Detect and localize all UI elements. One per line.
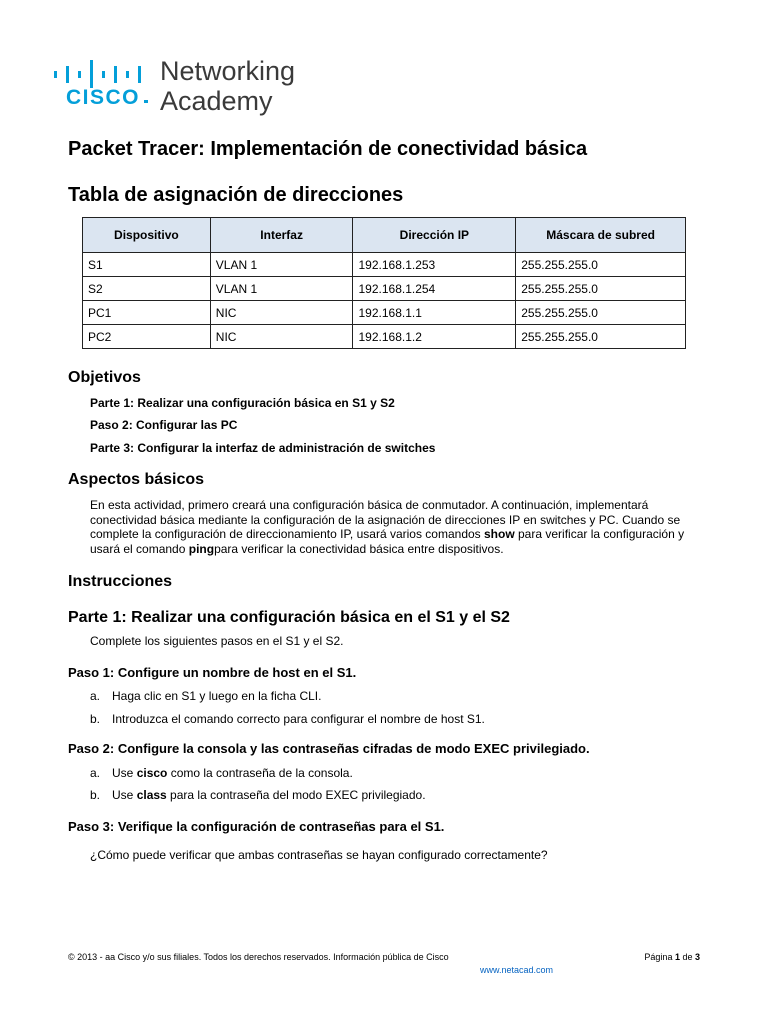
step3-question: ¿Cómo puede verificar que ambas contraseñas se hayan configurado correctamente? [90, 848, 548, 862]
background-text: para verificar la conectividad básica entre dispositivos. [214, 541, 504, 556]
cell-device: PC1 [83, 301, 211, 325]
page-current: 1 [674, 952, 680, 962]
table-row [83, 325, 686, 349]
table-header-row [83, 218, 686, 253]
objectives-heading: Objetivos [68, 369, 141, 386]
objective-item: Parte 3: Configurar la interfaz de administración de switches [90, 441, 436, 455]
col-header-mask: Máscara de subred [516, 218, 686, 253]
instructions-heading: Instrucciones [68, 573, 173, 590]
cell-ip: 192.168.1.254 [353, 277, 516, 301]
brand-networking: Networking [160, 56, 296, 86]
list-text-part: Use [112, 788, 137, 802]
cisco-wordmark: CISCO [66, 86, 141, 109]
page-total: 3 [694, 952, 700, 962]
brand-academy: Academy [160, 86, 273, 116]
table-row [83, 301, 686, 325]
cell-mask: 255.255.255.0 [516, 253, 686, 277]
list-text: Haga clic en S1 y luego en la ficha CLI. [112, 689, 322, 703]
cell-interface: VLAN 1 [210, 253, 353, 277]
cell-interface: NIC [210, 301, 353, 325]
cell-mask: 255.255.255.0 [516, 301, 686, 325]
cell-device: S1 [83, 253, 211, 277]
list-text-part: como la contraseña de la consola. [167, 766, 353, 780]
cell-interface: VLAN 1 [210, 277, 353, 301]
cell-ip: 192.168.1.2 [353, 325, 516, 349]
objective-item: Parte 1: Realizar una configuración básica en S1 y S2 [90, 396, 395, 410]
step1-heading: Paso 1: Configure un nombre de host en el S1. [68, 665, 357, 680]
footer-copyright: © 2013 - aa Cisco y/o sus filiales. Todos los derechos reservados. Información pública de Cisco [68, 952, 449, 962]
part1-heading: Parte 1: Realizar una configuración básica en el S1 y el S2 [68, 609, 510, 626]
cell-mask: 255.255.255.0 [516, 277, 686, 301]
list-text [112, 788, 426, 802]
part1-intro: Complete los siguientes pasos en el S1 y el S2. [90, 634, 344, 648]
page-of: de [679, 952, 695, 962]
command-ping: ping [188, 541, 215, 556]
list-text [112, 766, 353, 780]
logo-dot [144, 100, 148, 103]
table-heading: Tabla de asignación de direcciones [68, 184, 404, 206]
step3-heading: Paso 3: Verifique la configuración de contraseñas para el S1. [68, 819, 445, 834]
list-text: Introduzca el comando correcto para configurar el nombre de host S1. [112, 712, 485, 726]
list-text-part: Use [112, 766, 137, 780]
command-show: show [484, 527, 515, 541]
cisco-bars-icon [52, 60, 150, 88]
cell-interface: NIC [210, 325, 353, 349]
objective-item: Paso 2: Configurar las PC [90, 418, 238, 432]
cell-device: PC2 [83, 325, 211, 349]
background-text: En esta actividad, primero creará una configuración básica de conmutador. A continuación, implementará conectividad básica mediante la configuración de la asignación de direcciones IP en switches y PC. Cuando se complete la configuración de direccionamiento IP, usará varios comandos [90, 498, 681, 541]
col-header-ip: Dirección IP [353, 218, 516, 253]
list-marker: a. [90, 766, 101, 780]
background-paragraph [90, 498, 700, 556]
password-class: class [136, 788, 167, 802]
page-label: Página [644, 952, 675, 962]
list-text-part: para la contraseña del modo EXEC privilegiado. [166, 788, 426, 802]
list-marker: b. [90, 788, 101, 802]
col-header-device: Dispositivo [83, 218, 211, 253]
col-header-interface: Interfaz [210, 218, 353, 253]
table-row [83, 253, 686, 277]
cell-ip: 192.168.1.1 [353, 301, 516, 325]
background-heading: Aspectos básicos [68, 471, 205, 488]
cell-ip: 192.168.1.253 [353, 253, 516, 277]
netacad-link[interactable]: www.netacad.com [480, 965, 554, 975]
cell-device: S2 [83, 277, 211, 301]
cell-mask: 255.255.255.0 [516, 325, 686, 349]
document-title: Packet Tracer: Implementación de conectividad básica [68, 138, 588, 160]
table-row [83, 277, 686, 301]
list-marker: b. [90, 712, 101, 726]
background-text: para verificar la configuración y usará el comando [90, 527, 685, 556]
addressing-table [82, 217, 686, 349]
password-cisco: cisco [136, 766, 168, 780]
list-marker: a. [90, 689, 101, 703]
step2-heading: Paso 2: Configure la consola y las contraseñas cifradas de modo EXEC privilegiado. [68, 741, 590, 756]
page-number [644, 952, 700, 962]
